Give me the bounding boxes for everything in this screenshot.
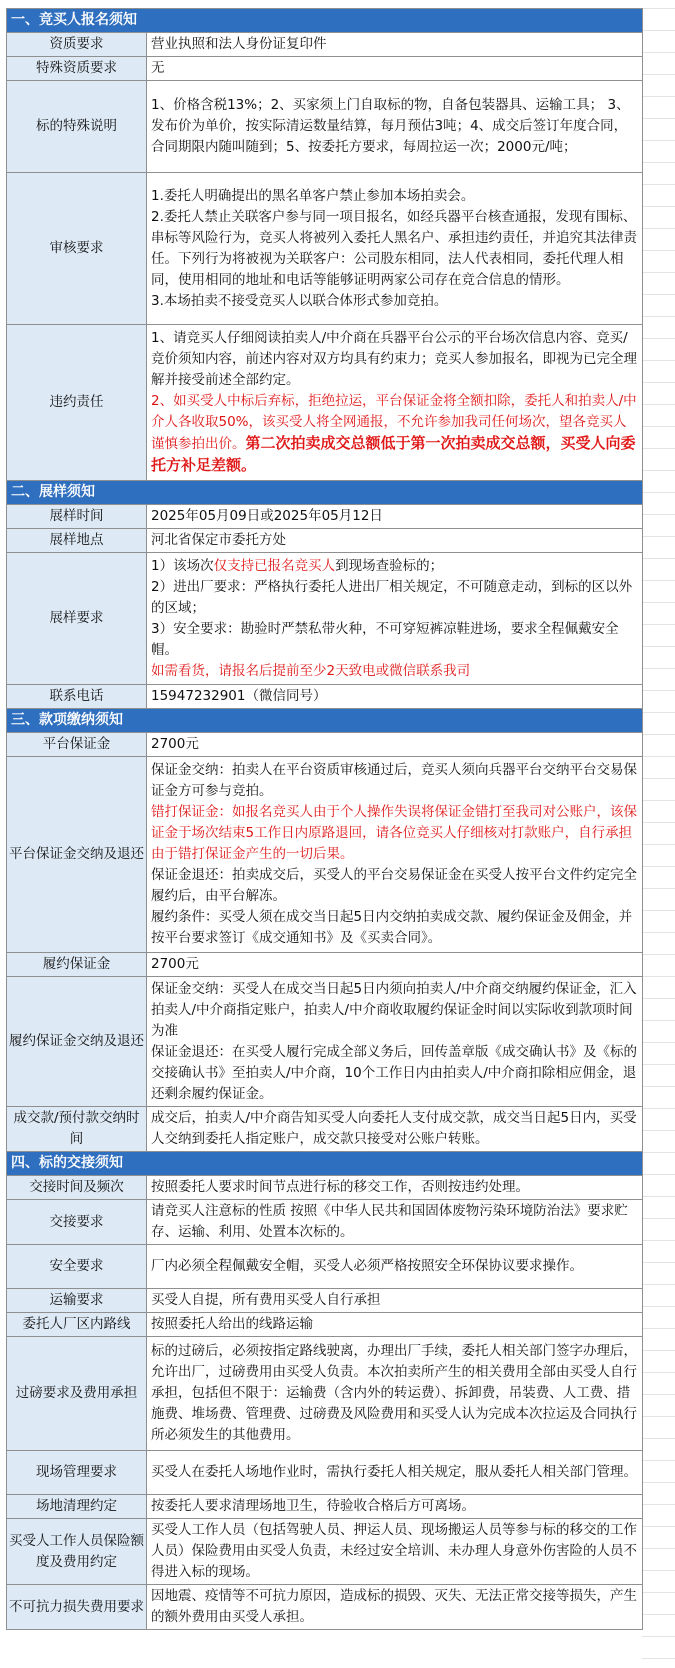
label-contact-phone: 联系电话 (7, 685, 147, 709)
value-performance-deposit-rules (147, 977, 643, 1107)
row-platform-deposit-rules (7, 757, 643, 953)
label-force-majeure: 不可抗力损失费用要求 (7, 1585, 147, 1630)
label-payment-time: 成交款/预付款交纳时间 (7, 1107, 147, 1152)
row-qualification (7, 33, 643, 57)
label-special-qualification: 特殊资质要求 (7, 57, 147, 81)
label-safety: 安全要求 (7, 1245, 147, 1289)
row-payment-time (7, 1107, 643, 1152)
label-breach: 违约责任 (7, 325, 147, 481)
review-paragraph-3: 3.本场拍卖不接受竞买人以联合体形式参加竞拍。 (151, 292, 448, 309)
label-platform-deposit-rules: 平台保证金交纳及退还 (7, 757, 147, 953)
value-contact-phone: 15947232901（微信同号） (147, 685, 643, 709)
review-paragraph-2: 2.委托人禁止关联客户参与同一项目报名，如经兵器平台核查通报，发现有围标、串标等风险行为，竞买人将被列入委托人黑名户、承担违约责任，并追究其法律责任。下列行为将被视为关联客户：公司股东相同，法人代表相同，委托代理人相同，使用相同的地址和电话等能够证明两家公司存在竞合信息的情形。 (151, 208, 637, 288)
deposit-payment-text: 保证金交纳：拍卖人在平台资质审核通过后，竞买人须向兵器平台交纳平台交易保证金方可参与竞拍。 (151, 762, 637, 799)
registered-only-highlight: 仅支持已报名竞买人 (213, 557, 336, 574)
label-transport: 运输要求 (7, 1289, 147, 1313)
breach-penalty-text: 2、如买受人中标后弃标，拒绝拉运，平台保证金将全额扣除，委托人和拍卖人/中介人各收取50%，该买受人将全网通报，不允许参加我司任何场次，望各竞买人谨慎参拍出价。 (151, 393, 637, 452)
value-viewing-place: 河北省保定市委托方处 (147, 529, 643, 553)
label-qualification: 资质要求 (7, 33, 147, 57)
label-platform-deposit: 平台保证金 (7, 733, 147, 757)
viewing-req-1: 1）该场次仅支持已报名竞买人到现场查验标的； (151, 557, 444, 574)
viewing-req-2: 2）进出厂要求：严格执行委托人进出厂相关规定，不可随意走动，到标的区以外的区域； (151, 578, 633, 616)
value-route: 按照委托人给出的线路运输 (147, 1313, 643, 1337)
label-special-notes: 标的特殊说明 (7, 81, 147, 173)
label-cleanup: 场地清理约定 (7, 1495, 147, 1519)
label-performance-deposit-rules: 履约保证金交纳及退还 (7, 977, 147, 1107)
value-qualification: 营业执照和法人身份证复印件 (147, 33, 643, 57)
viewing-req-4: 如需看货，请报名后提前至少2天致电或微信联系我司 (151, 662, 471, 679)
row-special-qualification (7, 57, 643, 81)
row-site-management (7, 1451, 643, 1495)
value-breach (147, 325, 643, 481)
auction-notice-table (6, 8, 643, 1630)
breach-paragraph-1: 1、请竞买人仔细阅读拍卖人/中介商在兵器平台公示的平台场次信息内容、竞买/竞价须知内容，前述内容对双方均具有约束力；竞买人参加报名，即视为已完全理解并接受前述全部约定。 (151, 330, 637, 388)
viewing-req-3: 3）安全要求：勘验时严禁私带火种，不可穿短裤凉鞋进场，要求全程佩戴安全帽。 (151, 620, 619, 658)
row-viewing-time (7, 505, 643, 529)
label-viewing-place: 展样地点 (7, 529, 147, 553)
row-performance-deposit-rules (7, 977, 643, 1107)
value-performance-deposit: 2700元 (147, 953, 643, 977)
value-transport: 买受人自提，所有费用买受人自行承担 (147, 1289, 643, 1313)
breach-second-auction-text: 第二次拍卖成交总额低于第一次拍卖成交总额，买受人向委托方补足差额。 (151, 434, 636, 474)
row-route (7, 1313, 643, 1337)
value-review (147, 173, 643, 325)
performance-conditions-text: 履约条件：买受人须在成交当日起5日内交纳拍卖成交款、履约保证金及佣金，并按平台要求签订《成交通知书》及《买卖合同》。 (151, 909, 633, 946)
perf-deposit-refund-text: 保证金退还：在买受人履行完成全部义务后，回传盖章版《成交确认书》及《标的交接确认书》至拍卖人/中介商，10个工作日内由拍卖人/中介商扣除相应佣金，退还剩余履约保证金。 (151, 1043, 637, 1102)
value-viewing-time: 2025年05月09日或2025年05月12日 (147, 505, 643, 529)
row-viewing-requirements (7, 553, 643, 685)
spreadsheet-grid-background (642, 8, 675, 1668)
row-platform-deposit (7, 733, 643, 757)
row-handover-requirements (7, 1200, 643, 1245)
value-cleanup: 按委托人要求清理场地卫生，待验收合格后方可离场。 (147, 1495, 643, 1519)
section-header-handover: 四、标的交接须知 (7, 1152, 643, 1176)
label-handover-requirements: 交接要求 (7, 1200, 147, 1245)
label-handover-time: 交接时间及频次 (7, 1176, 147, 1200)
row-performance-deposit (7, 953, 643, 977)
label-viewing-requirements: 展样要求 (7, 553, 147, 685)
value-special-notes: 1、价格含税13%；2、买家须上门自取标的物，自备包装器具、运输工具； 3、发布价为单价，按实际清运数量结算，每月预估3吨；4、成交后签订年度合同，合同期限内随叫随到；5、按委托方要求，每周拉运一次；2000元/吨； (147, 81, 643, 173)
row-contact-phone (7, 685, 643, 709)
value-weighing: 标的过磅后，必须按指定路线驶离，办理出厂手续，委托人相关部门签字办理后，允许出厂，过磅费用由买受人负责。本次拍卖所产生的相关费用全部由买受人自行承担，包括但不限于：运输费（含内外的转运费）、拆卸费，吊装费、人工费、措施费、堆场费、管理费、过磅费及风险费用和买受人认为完成本次拉运及合同执行所必须发生的其他费用。 (147, 1337, 643, 1451)
value-platform-deposit-rules (147, 757, 643, 953)
row-breach (7, 325, 643, 481)
review-paragraph-1: 1.委托人明确提出的黑名单客户禁止参加本场拍卖会。 (151, 187, 475, 204)
value-handover-requirements: 请竞买人注意标的性质 按照《中华人民共和国固体废物污染环境防治法》要求贮存、运输、利用、处置本次标的。 (147, 1200, 643, 1245)
row-transport (7, 1289, 643, 1313)
row-special-notes (7, 81, 643, 173)
row-viewing-place (7, 529, 643, 553)
breach-paragraph-2 (151, 391, 638, 477)
label-route: 委托人厂区内路线 (7, 1313, 147, 1337)
row-staff-insurance (7, 1519, 643, 1585)
wrong-deposit-text: 错打保证金：如报名竞买人由于个人操作失误将保证金错打至我司对公账户，该保证金于场次结束5工作日内原路退回，请各位竞买人仔细核对打款账户，自行承担由于错打保证金产生的一切后果。 (151, 804, 637, 862)
row-handover-time (7, 1176, 643, 1200)
row-review (7, 173, 643, 325)
value-viewing-requirements (147, 553, 643, 685)
value-safety: 厂内必须全程佩戴安全帽，买受人必须严格按照安全环保协议要求操作。 (147, 1245, 643, 1289)
perf-deposit-payment-text: 保证金交纳：买受人在成交当日起5日内须向拍卖人/中介商交纳履约保证金，汇入拍卖人/中介商指定账户，拍卖人/中介商收取履约保证金时间以实际收到款项时间为准 (151, 980, 637, 1039)
value-platform-deposit: 2700元 (147, 733, 643, 757)
label-performance-deposit: 履约保证金 (7, 953, 147, 977)
section-header-registration: 一、竞买人报名须知 (7, 9, 643, 33)
row-weighing (7, 1337, 643, 1451)
value-special-qualification: 无 (147, 57, 643, 81)
value-payment-time: 成交后，拍卖人/中介商告知买受人向委托人支付成交款，成交当日起5日内，买受人交纳到委托人指定账户，成交款只接受对公账户转账。 (147, 1107, 643, 1152)
value-staff-insurance: 买受人工作人员（包括驾驶人员、押运人员、现场搬运人员等参与标的移交的工作人员）保险费用由买受人负责，未经过安全培训、未办理人身意外伤害险的人员不得进入标的现场。 (147, 1519, 643, 1585)
value-force-majeure: 因地震、疫情等不可抗力原因，造成标的损毁、灭失、无法正常交接等损失，产生的额外费用由买受人承担。 (147, 1585, 643, 1630)
row-cleanup (7, 1495, 643, 1519)
section-header-payment: 三、款项缴纳须知 (7, 709, 643, 733)
label-viewing-time: 展样时间 (7, 505, 147, 529)
value-site-management: 买受人在委托人场地作业时，需执行委托人相关规定，服从委托人相关部门管理。 (147, 1451, 643, 1495)
label-review: 审核要求 (7, 173, 147, 325)
label-staff-insurance: 买受人工作人员保险额度及费用约定 (7, 1519, 147, 1585)
section-header-sample-viewing: 二、展样须知 (7, 481, 643, 505)
value-handover-time: 按照委托人要求时间节点进行标的移交工作，否则按违约处理。 (147, 1176, 643, 1200)
deposit-refund-text: 保证金退还：拍卖成交后，买受人的平台交易保证金在买受人按平台文件约定完全履约后，由平台解冻。 (151, 867, 637, 904)
row-force-majeure (7, 1585, 643, 1630)
label-site-management: 现场管理要求 (7, 1451, 147, 1495)
row-safety (7, 1245, 643, 1289)
label-weighing: 过磅要求及费用承担 (7, 1337, 147, 1451)
